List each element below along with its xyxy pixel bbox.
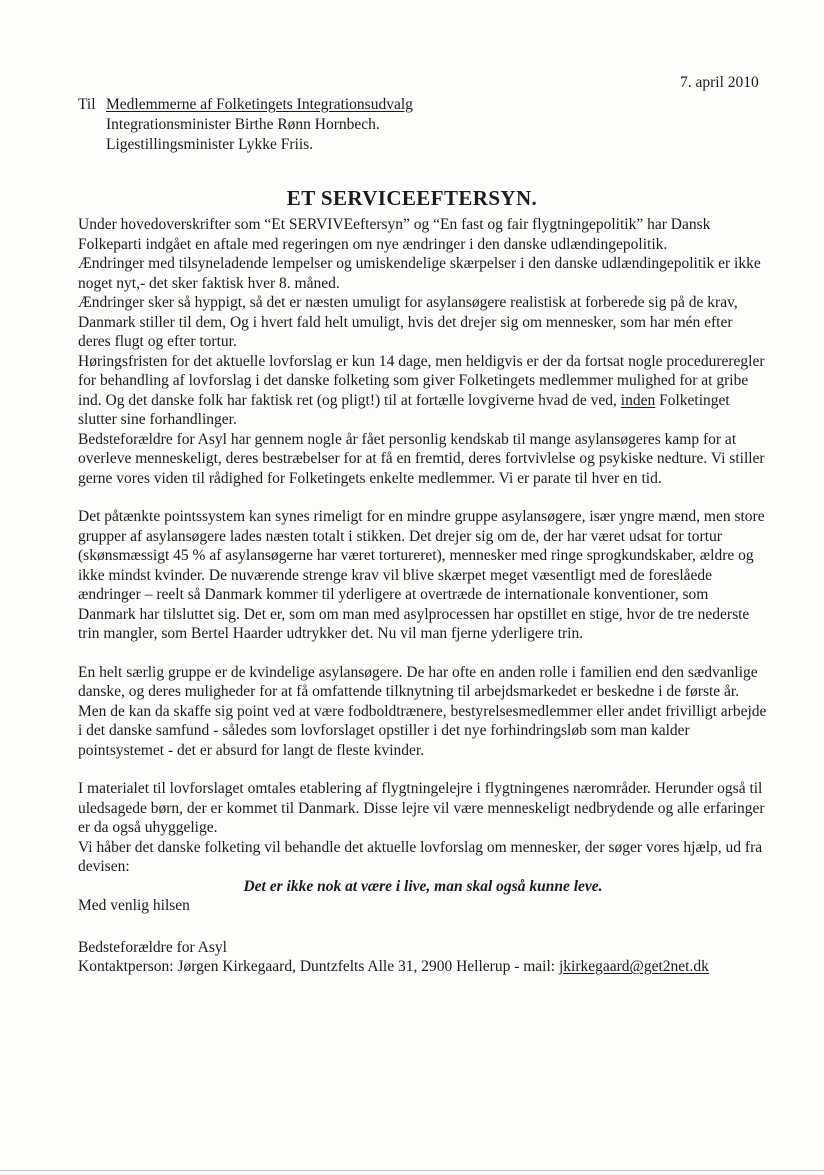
spacer [78,644,768,663]
paragraph: En helt særlig gruppe er de kvindelige asylansøgere. De har ofte en anden rolle i familien end den sædvanlige danske, og deres muligheder for at få omfattende tilknytning til arbejdsmarkedet er beskedne i de første år. Men de kan da skaffe sig point ved at være fodboldtrænere, bestyrelsesmedlemmer eller andet frivilligt arbejde i det danske samfund - således som lovforslaget opstiller i det nye forhindringsløb som man kalder pointsystemet - det er absurd for langt de fleste kvinder. [78,663,767,759]
spacer [78,916,768,938]
underlined-word: inden [620,391,656,409]
paragraph: Det påtænkte pointssystem kan synes rimeligt for en mindre gruppe asylansøgere, især yngre mænd, men store grupper af asylansøgere lades næsten totalt i stikken. Det drejer sig om de, der har været udsat for tortur (skønsmæssigt 45 % af asylansøgerne har været tortureret), mennesker med ringe sprogkundskaber, ældre og ikke mindst kvinder. De nuværende strenge krav vil blive skærpet meget væsentligt med de foreslåede ændringer – reelt så Danmark kommer til yderligere at overtræde de internationale konventioner, som Danmark har tilsluttet sig. Det er, som om man med asylprocessen har opstillet en stige, hvor de tre nederste trin mangler, som Bertel Haarder udtrykker det. Nu vil man fjerne yderligere trin. [78,508,765,642]
signature-org: Bedsteforældre for Asyl [78,938,227,956]
recipient-block [78,95,413,155]
scan-edge-line [0,1170,824,1171]
motto: Det er ikke nok at være i live, man skal også kunne leve. [243,877,603,895]
letter-date: 7. april 2010 [680,74,759,91]
letter-title: ET SERVICEEFTERSYN. [286,186,538,210]
paragraph: Ændringer med tilsyneladende lempelser og umiskendelige skærpelser i den danske udlændingepolitik er ikke noget nyt,- det sker faktisk hver 8. måned. [78,255,761,292]
paragraph: Bedsteforældre for Asyl har gennem nogle år fået personlig kendskab til mange asylansøgeres kamp for at overleve menneskeligt, deres bestræbelser for at få en fremtid, deres fortvivlelse og psykiske nedture. Vi stiller gerne vores viden til rådighed for Folketingets enkelte medlemmer. Vi er parate til hver en tid. [78,430,765,487]
paragraph: I materialet til lovforslaget omtales etablering af flygtningelejre i flygtningenes nærområder. Herunder også til uledsagede børn, der er kommet til Danmark. Disse lejre vil være menneskeligt nedbrydende og alle erfaringer er da også uhyggelige. [78,780,765,836]
recipient-minister-integration: Integrationsminister Birthe Rønn Hornbech. [106,116,380,133]
to-label: Til [78,96,96,113]
paragraph-text: Folketinget slutter sine forhandlinger. [78,391,730,428]
spacer [78,488,768,507]
recipient-minister-equality: Ligestillingsminister Lykke Friis. [106,136,314,153]
letter-body [78,215,768,977]
paragraph [78,352,768,430]
contact-email-link[interactable]: jkirkegaard@get2net.dk [558,958,709,975]
contact-line [78,957,768,977]
paragraph: Under hovedoverskrifter som “Et SERVIVEeftersyn” og “En fast og fair flygtningepolitik” har Dansk Folkeparti indgået en aftale med regeringen om nye ændringer i den danske udlændingepolitik. [78,216,711,253]
greeting: Med venlig hilsen [78,897,190,914]
paragraph: Vi håber det danske folketing vil behandle det aktuelle lovforslag om mennesker, der søger vores hjælp, ud fra devisen: [78,838,763,875]
paragraph: Ændringer sker så hyppigt, så det er næsten umuligt for asylansøgere realistisk at forberede sig på de krav, Danmark stiller til dem, Og i hvert fald helt umuligt, hvis det drejer sig om mennesker, som har mén efter deres flugt og efter tortur. [78,294,738,350]
contact-text: Kontaktperson: Jørgen Kirkegaard, Duntzfelts Alle 31, 2900 Hellerup - mail: [78,958,559,975]
spacer [78,760,768,779]
paragraph-text: Høringsfristen for det aktuelle lovforslag er kun 14 dage, men heldigvis er der da fortsat nogle procedureregler for behandling af lovforslag i det danske folketing som giver Folketingets medlemmer mulighed for at gribe ind. Og det danske folk har faktisk ret (og pligt!) til at fortælle lovgiverne hvad de ved, [78,352,765,409]
recipient-committee: Medlemmerne af Folketingets Integrationsudvalg [106,96,413,113]
